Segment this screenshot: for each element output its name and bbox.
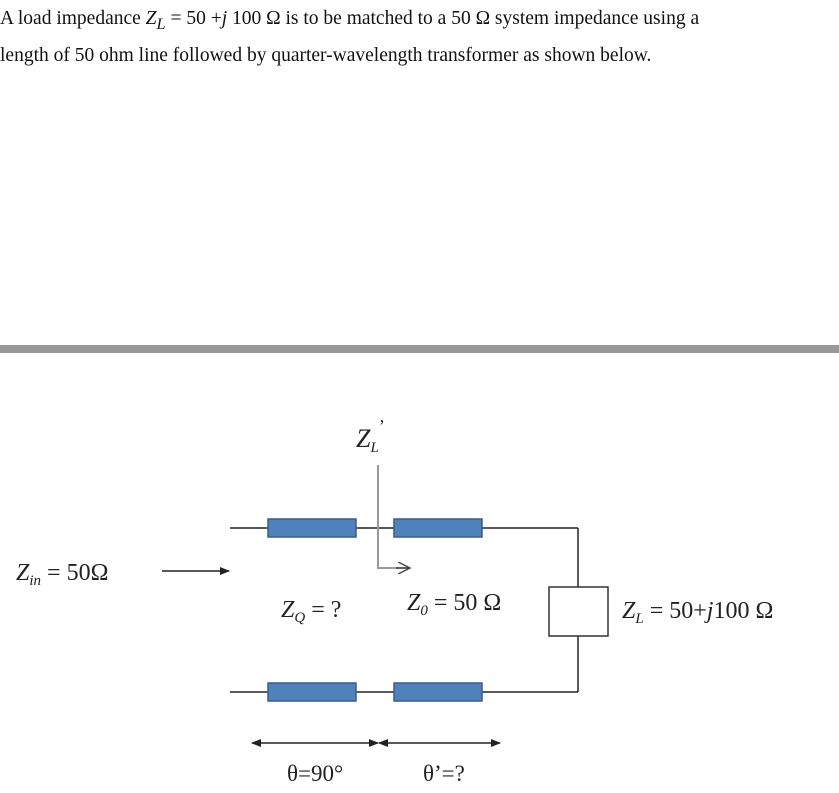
load-symbol: Z xyxy=(145,8,157,29)
load-symbol-sub: L xyxy=(156,14,166,33)
problem-text: A load impedance xyxy=(0,8,146,29)
problem-text: 100 Ω is to be matched to a 50 Ω system impedance using a xyxy=(227,8,700,29)
zin-label: $Z_{in} = 50\Omega$ xyxy=(16,560,109,589)
zq-label: $Z_Q$ = ? xyxy=(281,597,342,626)
transformer-top-block xyxy=(268,519,356,537)
zl-prime-marker xyxy=(378,465,408,568)
line-bottom-block xyxy=(394,683,482,701)
problem-text: = 50 + xyxy=(165,8,222,29)
problem-line-2: length of 50 ohm line followed by quarter-wavelength transformer as shown below. xyxy=(0,44,652,66)
line-top-block xyxy=(394,519,482,537)
load-impedance-label: $Z_L = 50+j100$ Ω xyxy=(622,598,774,627)
theta-label: θ=90° xyxy=(287,761,344,786)
imaginary-unit: j xyxy=(221,8,228,29)
z0-label: $Z_0 = 50$ Ω xyxy=(407,590,502,619)
zl-prime-label: ZL’ xyxy=(356,416,385,456)
theta-prime-label: θ’=? xyxy=(423,761,465,786)
transformer-bottom-block xyxy=(268,683,356,701)
load-box xyxy=(549,587,608,636)
